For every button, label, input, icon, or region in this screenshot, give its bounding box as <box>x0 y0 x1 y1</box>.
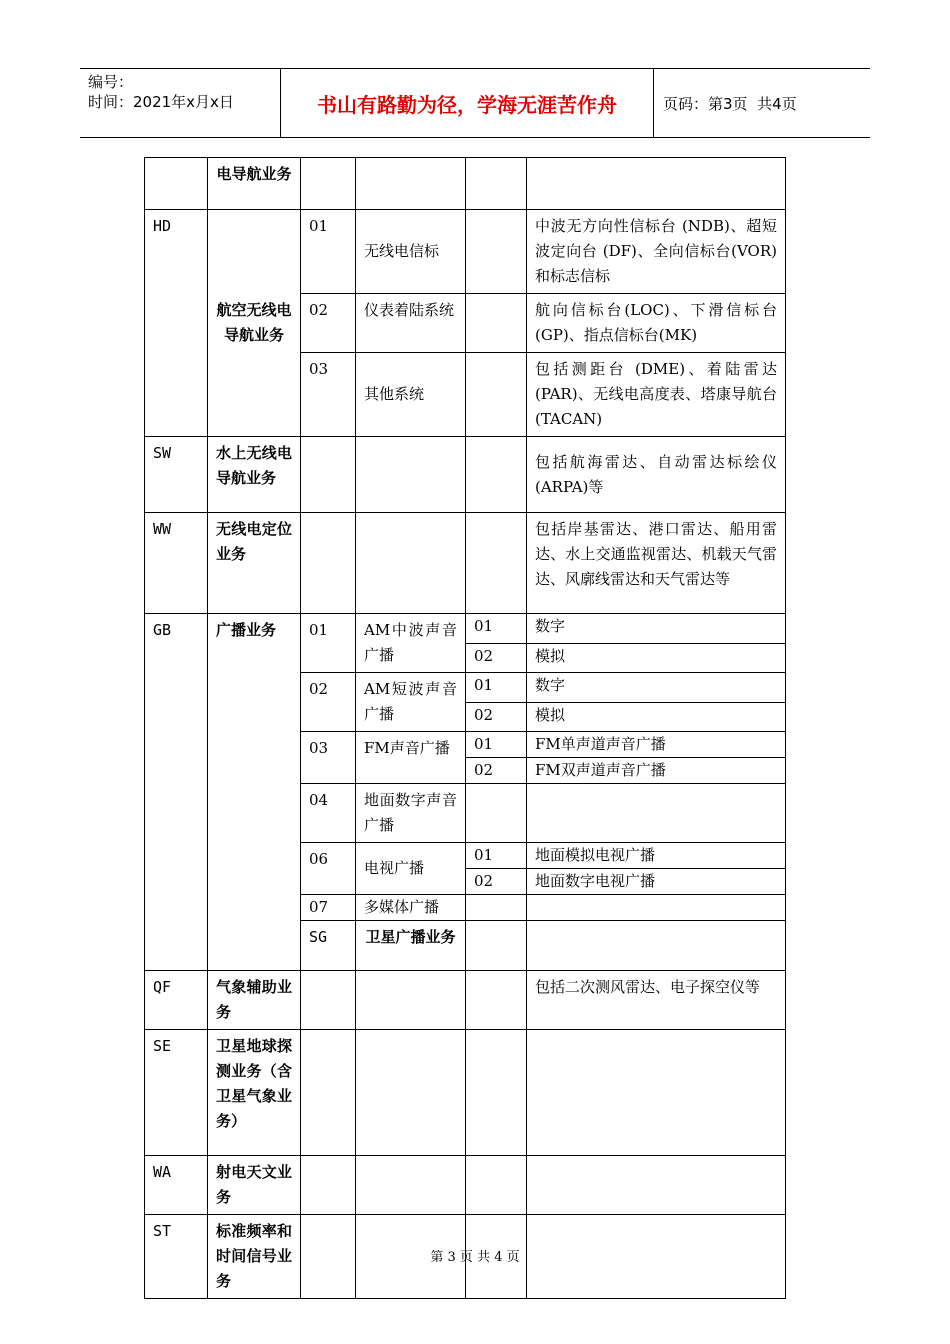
service-code: SG <box>301 921 356 971</box>
document-number-label: 编号： <box>88 73 134 91</box>
description: 地面数字电视广播 <box>527 869 786 895</box>
description: 模拟 <box>527 643 786 673</box>
header-meta <box>80 69 281 137</box>
service-code: ST <box>145 1215 208 1299</box>
service-code: WW <box>145 513 208 614</box>
table-row <box>145 437 786 513</box>
description: 地面模拟电视广播 <box>527 843 786 869</box>
description: 数字 <box>527 614 786 644</box>
item-number: 02 <box>466 869 527 895</box>
item-number: 02 <box>466 702 527 732</box>
description: 模拟 <box>527 702 786 732</box>
sub-number: 01 <box>301 210 356 294</box>
item-number: 02 <box>466 643 527 673</box>
sub-name: 多媒体广播 <box>356 895 466 921</box>
table-row <box>145 158 786 210</box>
service-code: SW <box>145 437 208 513</box>
service-name: 航空无线电导航业务 <box>208 210 301 437</box>
header-page-info: 页码：第3页 共4页 <box>663 94 797 113</box>
table-row <box>145 971 786 1030</box>
description: 航向信标台(LOC)、下滑信标台(GP)、指点信标台(MK) <box>527 294 786 353</box>
service-name: 射电天文业务 <box>208 1156 301 1215</box>
service-name: 水上无线电导航业务 <box>208 437 301 513</box>
sub-number: 06 <box>301 843 356 895</box>
page-header <box>80 68 870 138</box>
service-name: 广播业务 <box>208 614 301 971</box>
header-motto: 书山有路勤为径，学海无涯苦作舟 <box>281 69 654 137</box>
service-name: 无线电定位业务 <box>208 513 301 614</box>
table-row <box>145 1156 786 1215</box>
service-code: GB <box>145 614 208 971</box>
sub-name: AM中波声音广播 <box>356 614 466 673</box>
document-date-label: 时间：2021年x月x日 <box>88 93 234 111</box>
sub-number: 04 <box>301 784 356 843</box>
sub-name: 仪表着陆系统 <box>356 294 466 353</box>
item-number: 01 <box>466 614 527 644</box>
service-code: HD <box>145 210 208 437</box>
description: 包括测距台 (DME)、着陆雷达(PAR)、无线电高度表、塔康导航台 (TACAN) <box>527 353 786 437</box>
table-row <box>145 513 786 614</box>
service-code: SE <box>145 1030 208 1156</box>
description: 包括航海雷达、自动雷达标绘仪(ARPA)等 <box>527 437 786 513</box>
service-name: 标准频率和时间信号业务 <box>208 1215 301 1299</box>
sub-name: FM声音广播 <box>356 732 466 784</box>
sub-number: 01 <box>301 614 356 673</box>
sub-name: 无线电信标 <box>356 210 466 294</box>
sub-name: 地面数字声音广播 <box>356 784 466 843</box>
item-number: 02 <box>466 758 527 784</box>
description: 包括二次测风雷达、电子探空仪等 <box>527 971 786 1030</box>
description: FM单声道声音广播 <box>527 732 786 758</box>
sub-name: 电视广播 <box>356 843 466 895</box>
sub-number: 02 <box>301 294 356 353</box>
description: 中波无方向性信标台 (NDB)、超短波定向台 (DF)、全向信标台(VOR)和标志信标 <box>527 210 786 294</box>
sub-number: 07 <box>301 895 356 921</box>
item-number: 01 <box>466 843 527 869</box>
sub-name: AM短波声音广播 <box>356 673 466 732</box>
service-name: 气象辅助业务 <box>208 971 301 1030</box>
service-name: 卫星地球探测业务（含卫星气象业务） <box>208 1030 301 1156</box>
service-name: 电导航业务 <box>208 158 301 210</box>
table-row <box>145 614 786 644</box>
item-number: 01 <box>466 673 527 703</box>
service-name: 卫星广播业务 <box>356 921 466 971</box>
description: FM双声道声音广播 <box>527 758 786 784</box>
service-classification-table <box>144 157 786 1299</box>
table-row <box>145 210 786 294</box>
sub-number: 02 <box>301 673 356 732</box>
description: 数字 <box>527 673 786 703</box>
sub-number: 03 <box>301 353 356 437</box>
item-number: 01 <box>466 732 527 758</box>
table-row <box>145 1030 786 1156</box>
service-code: WA <box>145 1156 208 1215</box>
sub-name: 其他系统 <box>356 353 466 437</box>
page-footer: 第 3 页 共 4 页 <box>430 1250 520 1265</box>
service-code: QF <box>145 971 208 1030</box>
description: 包括岸基雷达、港口雷达、船用雷达、水上交通监视雷达、机载天气雷达、风廓线雷达和天气雷达等 <box>527 513 786 614</box>
sub-number: 03 <box>301 732 356 784</box>
